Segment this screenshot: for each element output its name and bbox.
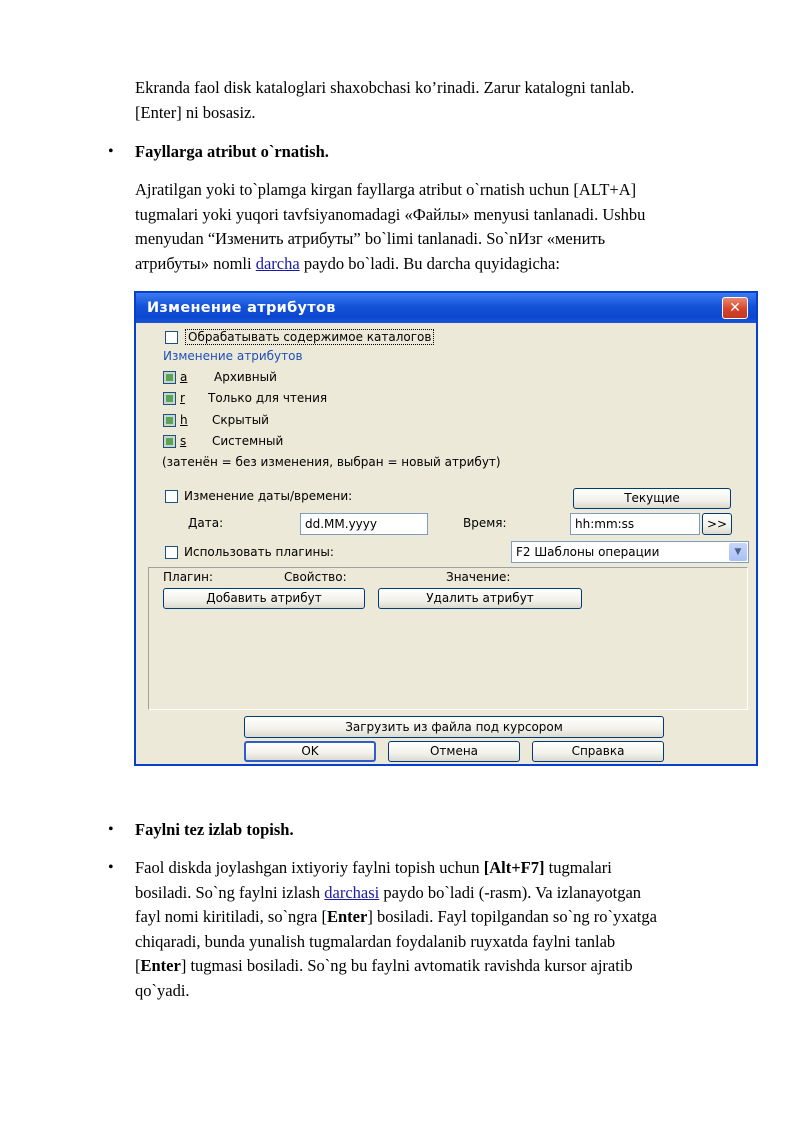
system-checkbox[interactable] [163,435,176,448]
text-line: Ajratilgan yoki to`plamga kirgan fayllarga atribut o`rnatish uchun [ALT+A] [135,180,637,199]
help-button[interactable]: Справка [532,741,664,762]
plugin-template-value: F2 Шаблоны операции [516,545,660,559]
bold-text: Enter [140,956,181,975]
current-button[interactable]: Текущие [573,488,731,509]
bold-text: [Alt+F7] [483,858,545,877]
hidden-key: h [180,413,188,427]
attributes-paragraph [135,178,735,276]
text-fragment: атрибуты» nomli [135,253,256,273]
close-icon[interactable]: ✕ [722,297,748,319]
time-input[interactable]: hh:mm:ss [570,513,700,535]
use-plugins-checkbox[interactable] [165,546,178,559]
change-datetime-label: Изменение даты/времени: [184,489,353,503]
text-fragment: bosiladi. So`ng faylni izlash [135,882,325,902]
attributes-group-title: Изменение атрибутов [163,349,303,363]
archive-key: a [180,370,188,384]
remove-attribute-button[interactable]: Удалить атрибут [378,588,582,609]
time-label: Время: [463,516,507,530]
intro-paragraph [135,76,735,125]
col-value: Значение: [446,570,511,584]
bullet-marker: • [108,859,114,876]
dialog-title: Изменение атрибутов [147,300,336,316]
text-fragment: fayl nomi kiritiladi, so`ngra [ [135,907,327,926]
bullet-marker: • [108,143,114,160]
col-property: Свойство: [284,570,347,584]
date-input[interactable]: dd.MM.yyyy [300,513,428,535]
bullet-marker: • [108,821,114,838]
text-line: [Enter] ni bosasiz. [135,102,256,122]
bold-text: Enter [327,907,368,926]
archive-label: Архивный [214,370,277,384]
time-arrow-button[interactable]: >> [702,513,732,535]
darchasi-link[interactable]: darchasi [324,882,380,902]
text-line: qo`yadi. [135,980,190,1000]
text-line: tugmalari yoki yuqori tavfsiyanomadagi «Файлы» menyusi tanlanadi. Ushbu [135,204,646,224]
chevron-down-icon: ▼ [729,543,747,561]
process-dirs-label: Обрабатывать содержимое каталогов [185,329,434,345]
search-paragraph [135,856,745,1003]
process-dirs-checkbox[interactable] [165,331,178,344]
system-key: s [180,434,187,448]
readonly-label: Только для чтения [208,391,328,405]
text-fragment: ] bosiladi. Fayl topilgandan so`ng ro`yxatga [367,907,657,926]
change-datetime-checkbox[interactable] [165,490,178,503]
dialog-titlebar [136,293,756,323]
readonly-key: r [180,391,185,405]
date-label: Дата: [188,516,224,530]
plugin-template-select[interactable] [511,541,749,563]
load-from-file-button[interactable]: Загрузить из файла под курсором [244,716,664,738]
text-fragment: paydo bo`ladi. Bu darcha quyidagicha: [299,253,560,273]
archive-checkbox[interactable] [163,371,176,384]
add-attribute-button[interactable]: Добавить атрибут [163,588,365,609]
hidden-label: Скрытый [212,413,269,427]
text-fragment: [ [135,956,141,975]
text-fragment: paydo bo`ladi (-rasm). Va izlanayotgan [379,882,642,902]
system-label: Системный [212,434,284,448]
text-line: menyudan “Изменить атрибуты” bo`limi tanlanadi. So`nИзг «менить [135,229,606,248]
text-line: chiqaradi, bunda yunalish tugmalardan foydalanib ruyxatda faylni tanlab [135,931,616,951]
readonly-checkbox[interactable] [163,392,176,405]
section-heading-search: Faylni tez izlab topish. [135,820,294,839]
attributes-note: (затенён = без изменения, выбран = новый атрибут) [162,455,501,469]
text-fragment: Faol diskda joylashgan ixtiyoriy faylni topish uchun [135,858,484,877]
darcha-link[interactable]: darcha [255,253,300,273]
text-fragment: tugmalari [544,858,612,877]
use-plugins-label: Использовать плагины: [184,545,334,559]
section-heading-attributes: Fayllarga atribut o`rnatish. [135,142,329,161]
ok-button[interactable]: OK [244,741,376,762]
cancel-button[interactable]: Отмена [388,741,520,762]
hidden-checkbox[interactable] [163,414,176,427]
text-line: Ekranda faol disk kataloglari shaxobchasi ko’rinadi. Zarur katalogni tanlab. [135,78,635,97]
text-fragment: ] tugmasi bosiladi. So`ng bu faylni avtomatik ravishda kursor ajratib [180,956,633,975]
change-attributes-dialog [134,291,758,766]
col-plugin: Плагин: [163,570,214,584]
